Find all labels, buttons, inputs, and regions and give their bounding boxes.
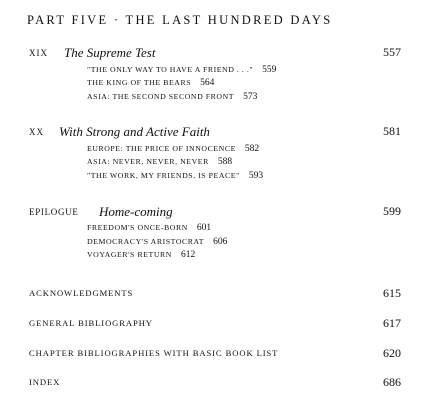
chapter-entry <box>29 45 401 63</box>
back-matter-label: CHAPTER BIBLIOGRAPHIES WITH BASIC BOOK LIST <box>29 348 279 358</box>
back-matter-entry <box>29 286 401 302</box>
subsection-title: VOYAGER'S RETURN <box>87 250 172 259</box>
chapter-title: The Supreme Test <box>64 45 156 60</box>
back-matter-label: ACKNOWLEDGMENTS <box>29 288 134 298</box>
epilogue-title: Home-coming <box>99 204 173 219</box>
subsection-page-number: 564 <box>200 78 215 88</box>
back-matter-page-number: 620 <box>383 346 401 360</box>
back-matter-label: GENERAL BIBLIOGRAPHY <box>29 318 153 328</box>
subsection-title: DEMOCRACY'S ARISTOCRAT <box>87 237 205 246</box>
back-matter-entry <box>29 346 401 362</box>
chapter-title: With Strong and Active Faith <box>59 124 210 139</box>
subsection-page-number: 573 <box>243 92 258 102</box>
subsection-page-number: 601 <box>196 223 212 233</box>
back-matter-page-number: 615 <box>383 286 401 300</box>
subsection-title: FREEDOM'S ONCE-BORN <box>87 223 188 232</box>
subsection-entry <box>87 65 276 78</box>
subsection-entry <box>87 157 232 170</box>
epilogue-entry <box>29 204 401 222</box>
part-heading: PART FIVE · THE LAST HUNDRED DAYS <box>27 13 333 27</box>
back-matter-entry <box>29 316 401 332</box>
subsection-title: ASIA: THE SECOND SECOND FRONT <box>87 92 235 101</box>
chapter-entry <box>29 124 401 142</box>
subsection-page-number: 612 <box>180 250 196 260</box>
chapter-numeral: XIX <box>29 48 48 58</box>
back-matter-page-number: 686 <box>383 375 401 389</box>
subsection-page-number: 559 <box>262 65 277 75</box>
subsection-entry <box>87 237 227 250</box>
subsection-entry <box>87 92 257 105</box>
subsection-entry <box>87 171 263 184</box>
subsection-title: "THE WORK, MY FRIENDS, IS PEACE" <box>87 171 240 180</box>
chapter-page-number: 581 <box>383 124 401 138</box>
subsection-page-number: 588 <box>217 157 233 167</box>
back-matter-entry <box>29 375 401 391</box>
chapter-page-number: 557 <box>383 45 401 59</box>
epilogue-label: EPILOGUE <box>29 207 79 217</box>
subsection-page-number: 593 <box>248 171 264 181</box>
back-matter-page-number: 617 <box>383 316 401 330</box>
subsection-page-number: 606 <box>213 237 228 247</box>
chapter-numeral: XX <box>29 127 44 137</box>
subsection-title: "THE ONLY WAY TO HAVE A FRIEND . . ." <box>87 65 254 74</box>
subsection-entry <box>87 144 259 157</box>
subsection-entry <box>87 223 211 236</box>
subsection-entry <box>87 250 195 263</box>
subsection-title: ASIA: NEVER, NEVER, NEVER <box>87 157 209 166</box>
epilogue-page-number: 599 <box>383 204 401 218</box>
subsection-title: EUROPE: THE PRICE OF INNOCENCE <box>87 144 236 153</box>
subsection-entry <box>87 78 214 91</box>
subsection-title: THE KING OF THE BEARS <box>87 78 192 87</box>
subsection-page-number: 582 <box>244 144 260 154</box>
back-matter-label: INDEX <box>29 377 61 387</box>
